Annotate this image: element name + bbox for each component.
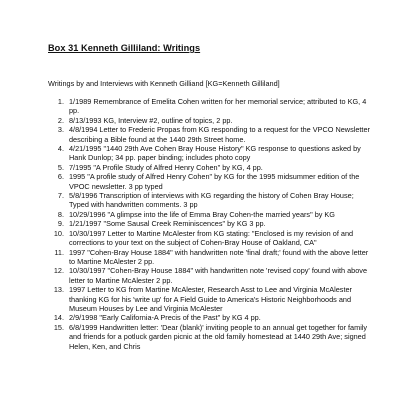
item-text: 6/8/1999 Handwritten letter: 'Dear (blank)' inviting people to an annual get together for family and friends for a potluck garden picnic at the old family homestead at 1440 29th Ave; signed Helen, Ken, and Chris [69,322,368,351]
item-text: 1995 "A profile study of Alfred Henry Cohen" by KG for the 1995 midsummer edition of the VPOC newsletter. 3 pp typed [69,172,360,191]
item-number: 9. [57,219,64,229]
item-number: 4. [57,144,64,154]
item-text: 5/8/1996 Transcription of interviews with KG regarding the history of Cohen Bray House; Typed with handwritten comments. 3 pp [69,191,354,210]
item-text: 10/30/1997 "Cohen-Bray House 1884" with handwritten note 'revised copy' found with above letter to Martine McAlester 2 pp. [69,266,368,285]
item-number: 7. [57,191,64,201]
item-text: 2/9/1998 "Early California-A Precis of the Past" by KG 4 pp. [69,313,261,323]
item-text: 4/8/1994 Letter to Frederic Propas from KG responding to a request for the VPCO Newsletter describing a Bible found at the 1440 29th Street home. [69,125,370,144]
item-number: 10. [53,228,64,238]
item-text: 10/30/1997 Letter to Martine McAlester from KG stating: "Enclosed is my revision of and corrections to your text on the subject of Cohen-Bray House of Oakland, CA" [69,228,354,248]
list-item [40,219,370,228]
list-item [40,313,370,322]
item-text: 7/1995 "A Profile Study of Alfred Henry Cohen" by KG, 4 pp. [69,162,263,172]
item-number: 14. [53,313,64,323]
writings-list [40,97,370,351]
item-text: 1/21/1997 "Some Sausal Creek Reminiscences" by KG 3 pp. [69,219,266,229]
item-number: 11. [54,247,64,257]
page-title: Box 31 Kenneth Gilliland: Writings [48,43,201,53]
item-number: 2. [57,115,64,125]
list-item [40,191,370,210]
item-number: 12. [53,266,64,276]
item-number: 3. [57,125,64,135]
item-number: 8. [57,209,64,219]
list-item [40,125,370,144]
list-item [40,210,370,219]
list-item [40,116,370,125]
item-text: 10/29/1996 "A glimpse into the life of Emma Bray Cohen-the married years" by KG [69,209,335,219]
item-text: 1/1989 Remembrance of Emelita Cohen written for her memorial service; attributed to KG, 4 pp. [69,97,367,116]
list-item [40,266,370,285]
item-text: 8/13/1993 KG, Interview #2, outline of topics, 2 pp. [69,115,233,125]
intro-text: Writings by and Interviews with Kenneth Gilliand [KG=Kenneth Gilliland] [48,79,280,88]
item-number: 5. [57,162,64,172]
list-item [40,97,370,116]
list-item [40,248,370,267]
list-item [40,229,370,248]
item-text: 1997 "Cohen-Bray House 1884" with handwritten note 'final draft;' found with the above letter to Martine McAlester 2 pp. [69,247,369,266]
item-number: 6. [57,172,64,182]
list-item [40,172,370,191]
list-item [40,163,370,172]
item-number: 1. [57,97,64,106]
item-text: 1997 Letter to KG from Martine McAlester, Research Asst to Lee and Virginia McAlester thanking KG for his 'write up' for A Field Guide to America's Historic Neighborhoods and Museum Houses by Lee and Virginia McAlester [69,285,352,313]
list-item [40,144,370,163]
list-item [40,285,370,313]
item-number: 15. [53,322,64,332]
list-item [40,323,370,351]
item-number: 13. [53,285,64,295]
item-text: 4/21/1995 "1440 29th Ave Cohen Bray House History" KG response to questions asked by Hank Dunlop; 34 pp. paper binding; includes photo copy [69,144,361,163]
